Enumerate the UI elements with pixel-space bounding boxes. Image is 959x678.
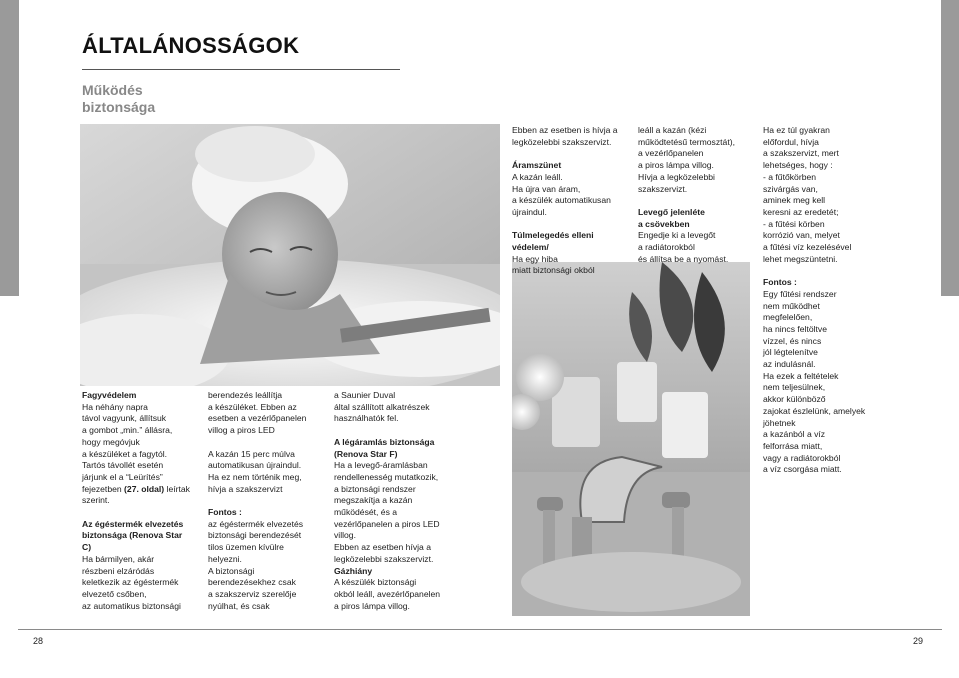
text-line: nem működhet xyxy=(763,300,820,311)
text-line: az automatikus biztonsági xyxy=(82,600,181,611)
text-fragment: fejezetben xyxy=(82,483,125,494)
bathroom-photo-image xyxy=(512,262,750,616)
text-line: a szakszerviz szerelője xyxy=(208,588,297,599)
text-line xyxy=(82,484,202,496)
text-line: keletkezik az égéstermék xyxy=(82,577,179,588)
bath-photo xyxy=(80,124,500,386)
right-edge-tab xyxy=(941,0,959,296)
text-line: és állítsa be a nyomást. xyxy=(638,253,729,264)
text-line: a gombot „min.” állásra, xyxy=(82,425,173,436)
column-2 xyxy=(208,390,328,612)
text-line: Egy fűtési rendszer xyxy=(763,288,837,299)
airflow-safety-heading: A légáramlás biztonsága xyxy=(334,436,435,447)
frost-protection-heading: Fagyvédelem xyxy=(82,390,137,400)
text-line: részbeni elzáródás xyxy=(82,565,155,576)
text-line: távol vagyunk, állítsuk xyxy=(82,413,167,424)
text-line: működtetésű termosztát), xyxy=(638,136,735,147)
text-line: előfordul, hívja xyxy=(763,136,819,147)
text-line: a fűtési víz kezelésével xyxy=(763,242,852,253)
text-line: Ha a levegő-áramlásban xyxy=(334,460,428,471)
text-line: akkor különböző xyxy=(763,394,826,405)
text-line: okból leáll, avezérlőpanelen xyxy=(334,588,441,599)
text-line: berendezés leállítja xyxy=(208,390,283,400)
air-in-pipes-heading: a csövekben xyxy=(638,218,690,229)
text-line: Tartós távollét esetén xyxy=(82,460,164,471)
airflow-safety-heading: (Renova Star F) xyxy=(334,448,398,459)
text-line: legközelebbi szakszervizt. xyxy=(334,553,434,564)
text-line: - a fűtési körben xyxy=(763,218,825,229)
text-line: a piros lámpa villog. xyxy=(638,160,714,171)
text-line: zajokat észlelünk, amelyek xyxy=(763,405,866,416)
power-outage-heading: Áramszünet xyxy=(512,160,562,171)
text-line: villog a piros LED xyxy=(208,425,275,436)
left-edge-tab xyxy=(0,0,19,296)
column-3 xyxy=(334,390,474,612)
flue-safety-heading: Az égéstermék elvezetés xyxy=(82,518,184,529)
text-line: hívja a szakszervizt xyxy=(208,483,283,494)
bath-photo-image xyxy=(80,124,500,386)
text-line: által szállított alkatrészek xyxy=(334,401,430,412)
text-line: működését, és a xyxy=(334,507,398,518)
text-line: lehetséges, hogy : xyxy=(763,160,833,171)
text-line: miatt biztonsági okból xyxy=(512,265,595,276)
text-line: jöhetnek xyxy=(763,417,796,428)
text-line: elvezető csőben, xyxy=(82,588,147,599)
text-line: a radiátorokból xyxy=(638,242,695,253)
text-line: helyezni. xyxy=(208,553,242,564)
text-line: vezérlőpanelen a piros LED xyxy=(334,518,440,529)
text-line: járjunk el a “Leürítés” xyxy=(82,471,163,482)
text-line: az indulásnál. xyxy=(763,359,816,370)
text-line: A kazán 15 perc múlva xyxy=(208,448,295,459)
section-title-line2: biztonsága xyxy=(82,99,156,115)
text-line: újraindul. xyxy=(512,206,547,217)
text-line: szakszervizt. xyxy=(638,183,688,194)
text-line: aminek meg kell xyxy=(763,195,826,206)
text-line: felforrása miatt, xyxy=(763,440,823,451)
text-line: lehet megszüntetni. xyxy=(763,253,838,264)
footer-rule xyxy=(18,629,942,630)
text-line: a piros lámpa villog. xyxy=(334,600,410,611)
gas-shortage-heading: Gázhiány xyxy=(334,565,373,576)
text-line: Engedje ki a levegőt xyxy=(638,230,716,241)
text-line: nem teljesülnek, xyxy=(763,382,826,393)
text-line: a szakszervizt, mert xyxy=(763,148,839,159)
column-6 xyxy=(763,125,893,476)
text-line: a Saunier Duval xyxy=(334,390,396,400)
title-rule xyxy=(82,69,400,70)
page-number-left: 28 xyxy=(33,636,44,646)
text-line: korrózió van, melyet xyxy=(763,230,840,241)
text-line: legközelebbi szakszervizt. xyxy=(512,136,612,147)
text-line: a víz csorgása miatt. xyxy=(763,464,842,475)
page-title: ÁLTALÁNOSSÁGOK xyxy=(82,33,300,58)
text-line: Ha bármilyen, akár xyxy=(82,553,155,564)
important-heading: Fontos : xyxy=(208,507,242,517)
text-line: vízzel, és nincs xyxy=(763,335,822,346)
text-line: berendezésekhez csak xyxy=(208,577,296,588)
text-line: nyúlhat, és csak xyxy=(208,600,270,611)
text-line: a vezérlőpanelen xyxy=(638,148,704,159)
text-line: Ha néhány napra xyxy=(82,401,148,412)
text-line: Ha egy hiba xyxy=(512,253,558,264)
column-4 xyxy=(512,125,634,277)
text-line: Hívja a legközelebbi xyxy=(638,171,715,182)
text-line: A kazán leáll. xyxy=(512,171,563,182)
overheat-protection-heading: védelem/ xyxy=(512,242,549,252)
important-heading: Fontos : xyxy=(763,277,797,288)
text-line: A biztonsági xyxy=(208,565,255,576)
text-line: Ha újra van áram, xyxy=(512,183,581,194)
air-in-pipes-heading: Levegő jelenléte xyxy=(638,206,705,217)
text-line: villog. xyxy=(334,530,356,541)
section-title xyxy=(82,82,155,116)
text-line: automatikusan újraindul. xyxy=(208,460,302,471)
text-line: biztonsági berendezését xyxy=(208,530,302,541)
column-1 xyxy=(82,390,202,612)
text-line: vagy a radiátorokból xyxy=(763,452,841,463)
text-line: az égéstermék elvezetés xyxy=(208,518,304,529)
overheat-protection-heading: Túlmelegedés elleni xyxy=(512,230,594,241)
text-line: Ha ezek a feltételek xyxy=(763,370,839,381)
text-line: megszakítja a kazán xyxy=(334,495,413,506)
text-line: megfelelően, xyxy=(763,312,813,323)
text-fragment: leírtak xyxy=(164,483,190,494)
text-line: Ebben az esetben hívja a xyxy=(334,542,431,553)
text-line: használhatók fel. xyxy=(334,413,399,424)
text-line: a készülék automatikusan xyxy=(512,195,611,206)
page-reference: (27. oldal) xyxy=(124,483,165,494)
text-line: jól légtelenítve xyxy=(763,347,818,358)
text-line: - a fűtőkörben xyxy=(763,171,817,182)
text-line: A készülék biztonsági xyxy=(334,577,417,588)
bathroom-photo xyxy=(512,262,750,616)
text-line: Ha ez túl gyakran xyxy=(763,125,830,135)
text-line: rendellenesség mutatkozik, xyxy=(334,471,439,482)
text-line: tilos üzemen kívülre xyxy=(208,542,284,553)
flue-safety-heading: C) xyxy=(82,542,92,553)
page-number-right: 29 xyxy=(913,636,924,646)
text-line: a kazánból a víz xyxy=(763,429,826,440)
text-line: keresni az eredetét; xyxy=(763,206,839,217)
text-line: esetben a vezérlőpanelen xyxy=(208,413,307,424)
text-line: a készüléket a fagytól. xyxy=(82,448,168,459)
text-line: szerint. xyxy=(82,495,110,506)
text-line: Ebben az esetben is hívja a xyxy=(512,125,618,135)
text-line: leáll a kazán (kézi xyxy=(638,125,707,135)
column-5 xyxy=(638,125,760,265)
text-line: a készüléket. Ebben az xyxy=(208,401,297,412)
text-line: a biztonsági rendszer xyxy=(334,483,416,494)
text-line: ha nincs feltöltve xyxy=(763,323,828,334)
text-line: hogy megóvjuk xyxy=(82,436,140,447)
text-line: szivárgás van, xyxy=(763,183,818,194)
flue-safety-heading: biztonsága (Renova Star xyxy=(82,530,183,541)
text-line: Ha ez nem történik meg, xyxy=(208,471,302,482)
section-title-line1: Működés xyxy=(82,82,143,98)
